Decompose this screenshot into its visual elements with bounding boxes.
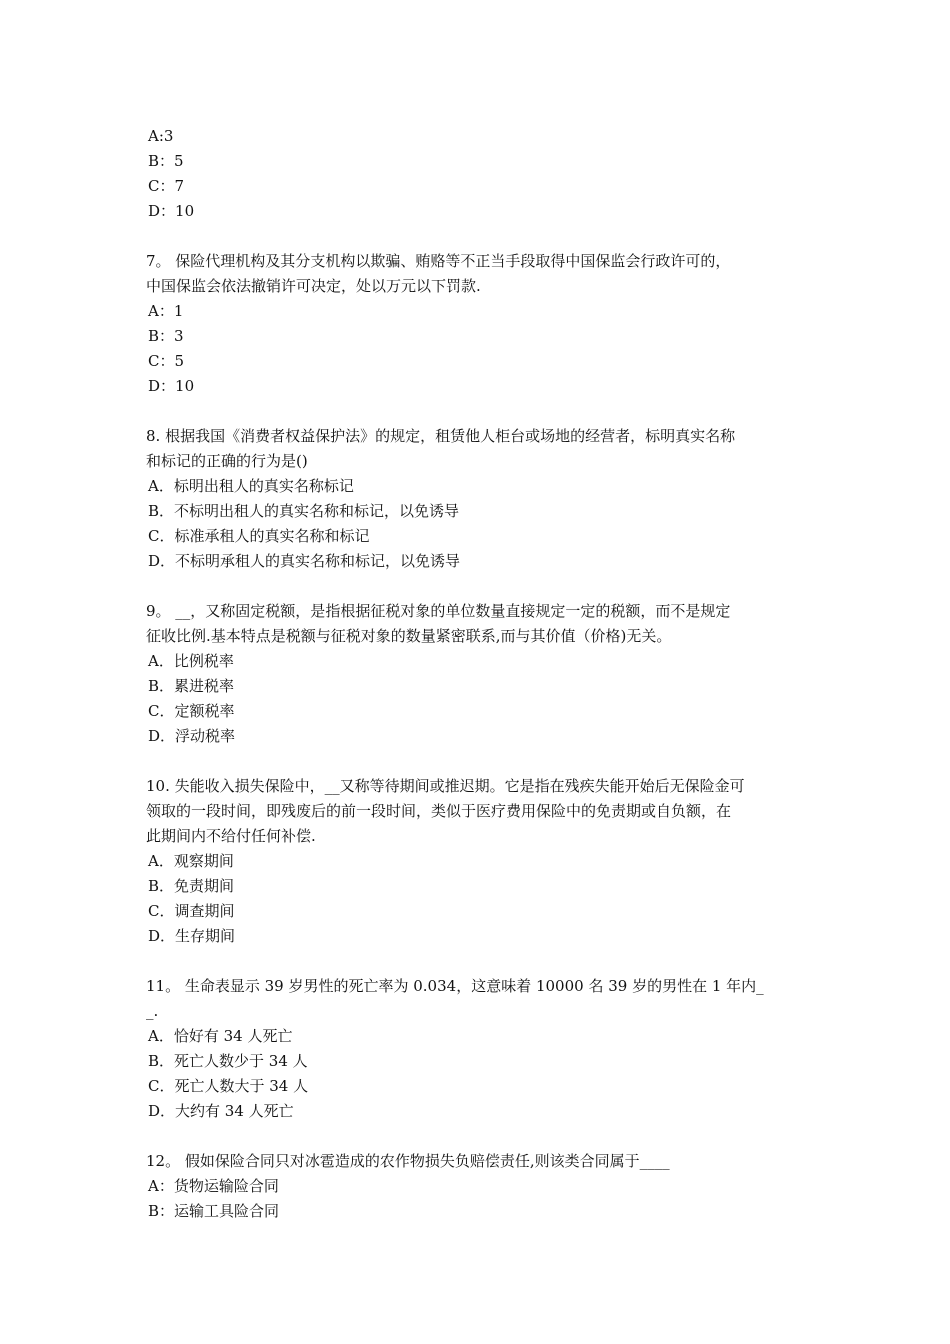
option: C．调查期间: [148, 902, 235, 920]
option: B．免责期间: [148, 877, 235, 895]
question-8: [146, 424, 810, 574]
option: D．生存期间: [148, 927, 236, 945]
option: B：5: [148, 152, 184, 170]
option: B．不标明出租人的真实名称和标记，以免诱导: [148, 502, 460, 520]
question-text: 9。 __，又称固定税额，是指根据征税对象的单位数量直接规定一定的税额，而不是规定: [146, 602, 731, 620]
option: B．累进税率: [148, 677, 235, 695]
question-text: 征收比例.基本特点是税额与征税对象的数量紧密联系,而与其价值（价格)无关。: [146, 627, 672, 645]
question-text: 领取的一段时间，即残废后的前一段时间，类似于医疗费用保险中的免责期或自负额，在: [146, 802, 732, 820]
question-text: 12。 假如保险合同只对冰雹造成的农作物损失负赔偿责任,则该类合同属于____: [146, 1152, 670, 1170]
question-12: [146, 1149, 810, 1224]
option: C．定额税率: [148, 702, 235, 720]
question-11: [146, 974, 810, 1124]
option: A：1: [148, 302, 184, 320]
option: D．大约有 34 人死亡: [148, 1102, 294, 1120]
question-text: 和标记的正确的行为是(): [146, 452, 308, 470]
option: D．不标明承租人的真实名称和标记，以免诱导: [148, 552, 461, 570]
option: A．比例税率: [148, 652, 234, 670]
question-text: 11。 生命表显示 39 岁男性的死亡率为 0.034，这意味着 10000 名 39 岁的男性在 1 年内_: [146, 977, 764, 995]
option: A．观察期间: [148, 852, 234, 870]
question-7: [146, 249, 810, 399]
document-page: [146, 124, 810, 1224]
question-text: _.: [146, 1002, 159, 1020]
option: B：运输工具险合同: [148, 1202, 280, 1220]
question-text: 10. 失能收入损失保险中，__又称等待期间或推迟期。它是指在残疾失能开始后无保险金可: [146, 777, 745, 795]
option: A．标明出租人的真实名称标记: [148, 477, 354, 495]
prev-options: [146, 124, 810, 224]
option: B：3: [148, 327, 184, 345]
question-10: [146, 774, 810, 949]
option: D．浮动税率: [148, 727, 236, 745]
question-text: 中国保监会依法撤销许可决定，处以万元以下罚款.: [146, 277, 481, 295]
question-text: 7。 保险代理机构及其分支机构以欺骗、贿赂等不正当手段取得中国保监会行政许可的，: [146, 252, 731, 270]
option: A．恰好有 34 人死亡: [148, 1027, 293, 1045]
question-text: 此期间内不给付任何补偿.: [146, 827, 316, 845]
option: C．死亡人数大于 34 人: [148, 1077, 309, 1095]
option: C：5: [148, 352, 185, 370]
option: C．标准承租人的真实名称和标记: [148, 527, 370, 545]
option: A：货物运输险合同: [148, 1177, 279, 1195]
option: D：10: [148, 202, 195, 220]
question-9: [146, 599, 810, 749]
option: D：10: [148, 377, 195, 395]
option: C：7: [148, 177, 185, 195]
option: A:3: [148, 127, 174, 145]
option: B．死亡人数少于 34 人: [148, 1052, 308, 1070]
question-text: 8. 根据我国《消费者权益保护法》的规定，租赁他人柜台或场地的经营者，标明真实名称: [146, 427, 736, 445]
